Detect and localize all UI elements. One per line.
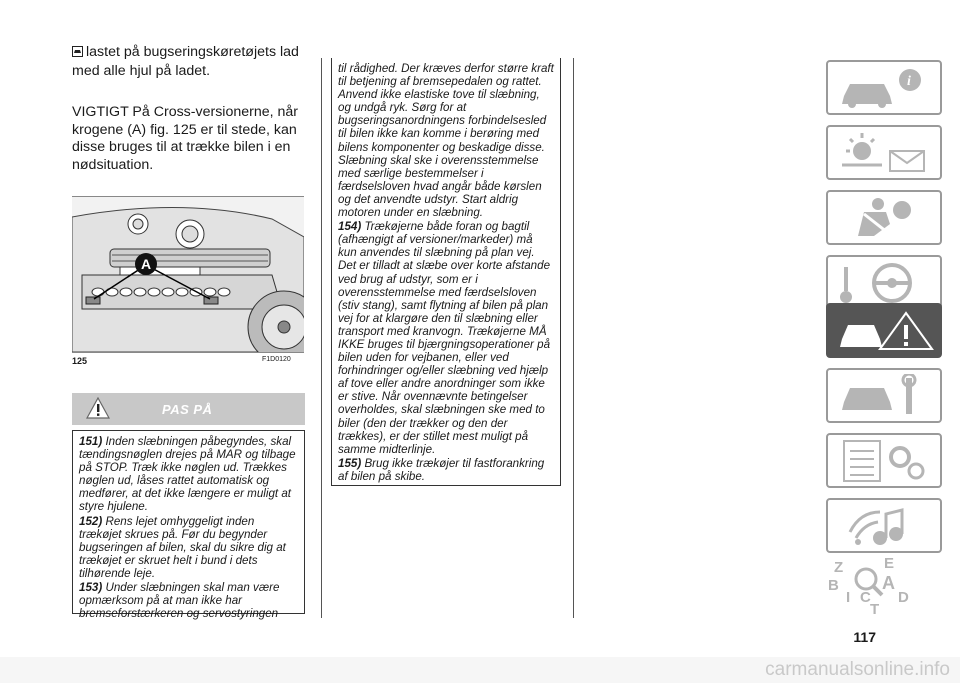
figure-tow-hooks: [72, 196, 304, 353]
note-155: 155) Brug ikke trækøjer til fastforankring af bilen på skibe.: [338, 456, 545, 483]
tab-servicing[interactable]: [826, 368, 942, 423]
tab-starting-driving[interactable]: [826, 255, 942, 310]
page-number: 117: [853, 629, 876, 645]
tab-emergency[interactable]: [826, 303, 942, 358]
note-152: 152) Rens lejet omhyggeligt inden trækøjet skrues på. Før du begynder bugseringen af bilen, skal du sikre dig at trækøjet er skruet helt i bund i dets tilhørende leje.: [79, 514, 286, 580]
intro-paragraph: lastet på bugseringskøretøjets lad med alle hjul på ladet.: [72, 44, 299, 79]
sun-envelope-icon: [834, 131, 934, 175]
tab-dashboard-info[interactable]: [826, 60, 942, 115]
column-divider-2: [573, 58, 574, 618]
tab-multimedia[interactable]: [826, 498, 942, 553]
figure-code: F1D0120: [262, 356, 291, 363]
warning-triangle-icon: [86, 397, 110, 424]
svg-text:i: i: [907, 74, 911, 89]
warning-notes-right: [331, 58, 561, 486]
tab-technical-data[interactable]: [826, 433, 942, 488]
figure-number: 125: [72, 356, 88, 366]
note-153-continued: til rådighed. Der kræves derfor større kraft til betjening af bremsepedalen og rattet. Anvend ikke elastiske tove til slæbning, og undgå ryk. Sørg for at bugseringsanordningens forbindelsesled til bilen ikke kan komme i berøring med bilens komponenter og beskadige disse. Slæbning skal ske i overensstemmelse med særlige bestemmelser i færdselsloven hvad angår både kørslen og det anvendte udstyr. Start aldrig motoren under en slæbning.: [338, 62, 554, 220]
tab-lights-messages[interactable]: [826, 125, 942, 180]
warning-header: [72, 393, 305, 425]
tab-index[interactable]: [826, 555, 942, 617]
seat-airbag-icon: [834, 196, 934, 240]
warning-title: PAS PÅ: [162, 402, 213, 417]
tab-safety[interactable]: [826, 190, 942, 245]
signal-music-icon: [834, 504, 934, 548]
column-divider-1: [321, 58, 322, 618]
list-gears-icon: [834, 439, 934, 483]
key-steering-icon: [834, 261, 934, 305]
important-paragraph: VIGTIGT På Cross-versionerne, når krogene (A) fig. 125 er til stede, kan disse bruges til at trække bilen i en nødsituation.: [72, 104, 299, 173]
car-wrench-icon: [834, 374, 934, 418]
watermark[interactable]: carmanualsonline.info: [0, 657, 960, 683]
note-153: 153) Under slæbningen skal man være opmærksom på at man ikke har bremseforstærkeren og servostyringen: [79, 581, 280, 621]
car-outline-icon: [72, 45, 83, 63]
car-info-icon: [834, 66, 934, 110]
warning-notes-left: [72, 430, 305, 621]
car-warning-icon: [834, 309, 934, 353]
note-154: 154) Trækøjerne både foran og bagtil (afhængigt af versioner/markeder) må kun anvendes til slæbning på plan vej. Det er tilladt at slæbe over korte afstande ved brug af udstyr, som er i overensstemmelse med færdselsloven (stiv stang), samt flytning af bilen på plan vej for at klargøre den til slæbning eller transport med kranvogn. Trækøjerne MÅ IKKE bruges til bjærgningsoperationer på bilen uden for vejbanen, eller ved forhindringer og/eller slæbning ved hjælp af tove eller andre anordninger som ikke er stive. Når ovennævnte betingelser overholdes, skal slæbningen ske med to biler (den der trækker og den der trækkes), er der stillet mest muligt på samme midterlinje.: [338, 220, 551, 456]
callout-a: A: [135, 253, 157, 275]
alphabet-search-icon: Z E B A I C D T: [828, 555, 909, 618]
note-151: 151) Inden slæbningen påbegyndes, skal tændingsnøglen drejes på MAR og tilbage på STOP. Træk ikke nøglen ud. Trækkes nøglen ud, låses rattet automatisk og medfører, at det ikke længere er muligt at styre hjulene.: [79, 435, 296, 514]
